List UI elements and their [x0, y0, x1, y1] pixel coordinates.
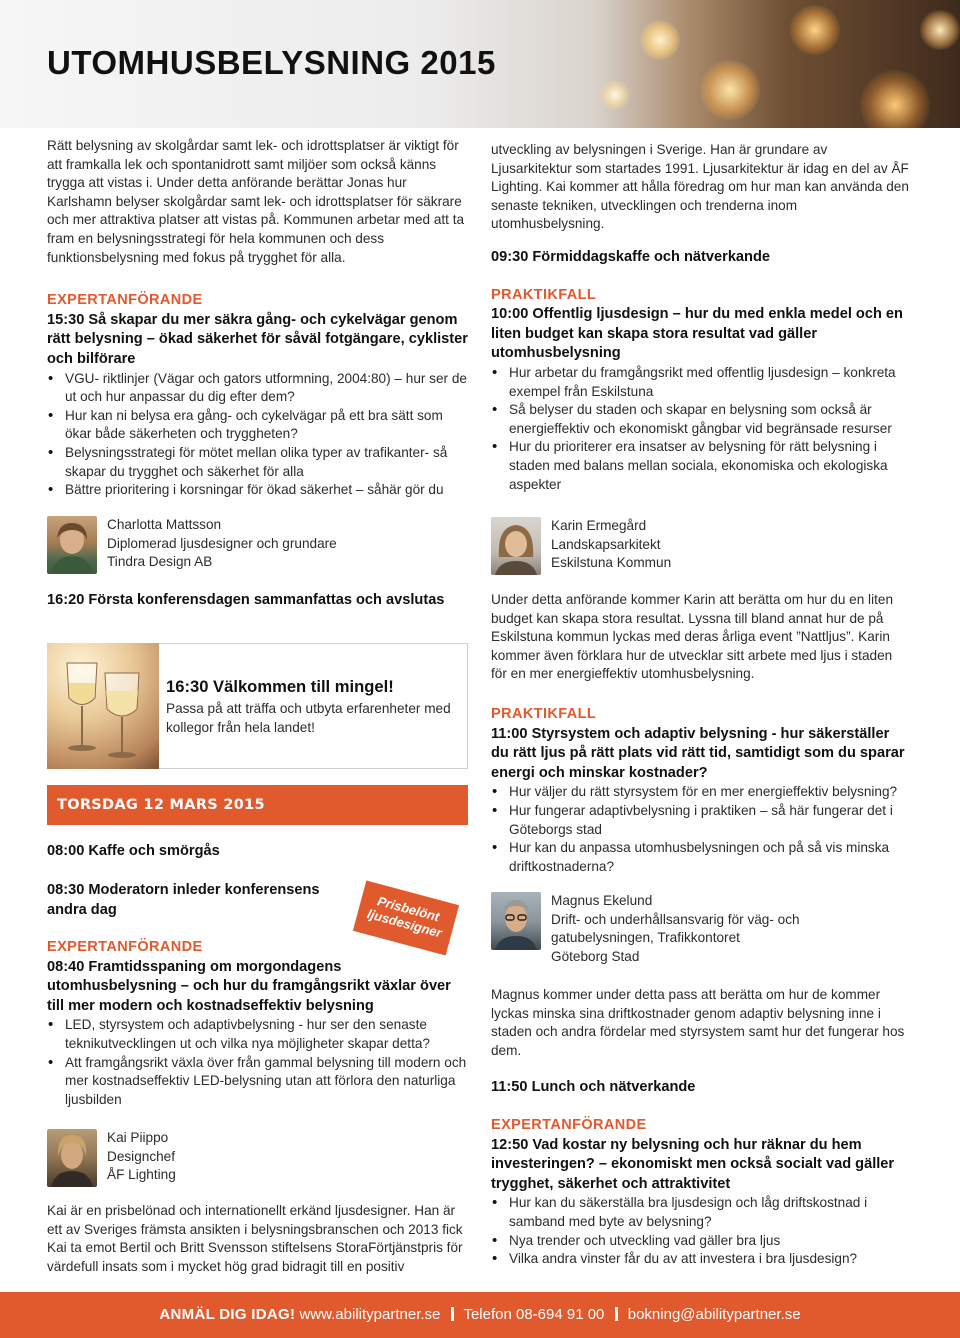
speaker-name: Kai Piippo: [107, 1130, 169, 1145]
list-item: • Hur fungerar adaptivbelysning i praktiken – så här fungerar det i Göteborgs stad: [491, 802, 911, 839]
award-stamp: Prisbelönt ljusdesigner: [353, 880, 459, 955]
speaker-card: [491, 517, 911, 577]
session-label: EXPERTANFÖRANDE: [47, 939, 203, 955]
speaker-info: [107, 1129, 176, 1185]
bokeh-light: [790, 5, 840, 55]
kai-bio: Kai är en prisbelönad och internationellt erkänd ljusdesigner. Han är ett av Sveriges främsta ansikten i belysningsbranschen och 2013 fick Kai ta emot Bertil och Britt Svensson stiftelsens StoraFörtjänstpris för värdefull insats som i mycket hög grad bidragit till en positiv: [47, 1203, 463, 1274]
speaker-role: Diplomerad ljusdesigner och grundare: [107, 535, 337, 551]
divider: [615, 1307, 618, 1321]
list-item: • Att framgångsrikt växla över från gammal belysning till modern och mer kostnadseffektiv LED-belysning utan att förlora den naturliga ljusbilden: [47, 1054, 471, 1110]
day-banner: TORSDAG 12 MARS 2015: [47, 785, 468, 825]
bokeh-light: [860, 70, 930, 128]
list-item: • Belysningsstrategi för mötet mellan olika typer av trafikanter- så skapar du trygghet och säkerhet för alla: [47, 444, 471, 481]
kai-bio-continued: utveckling av belysningen i Sverige. Han är grundare av Ljusarkitektur som startades 1991. Ljusarkitektur är idag en del av ÅF Lighting. Kai kommer att hålla föredrag om hur man kan använda den senaste tekniken, utvecklingen och trenderna inom utomhusbelysning.: [491, 142, 909, 232]
speaker-info: [551, 892, 851, 966]
list-item: • LED, styrsystem och adaptivbelysning - hur ser den senaste teknikutvecklingen ut och vilka nya möjligheter skapar detta?: [47, 1016, 471, 1053]
speaker-card: [47, 516, 467, 576]
moderator-heading: 08:30 Moderatorn inleder konferensens andra dag: [47, 882, 320, 918]
bullet-list: [491, 1194, 911, 1268]
bullet-list: [47, 1016, 471, 1109]
person-icon: [491, 892, 541, 950]
speaker-org: Göteborg Stad: [551, 948, 640, 964]
left-column-top: [47, 137, 471, 500]
list-item: • Så belyser du staden och skapar en belysning som också är energieffektiv och ekonomiskt gångbar vid begränsade resurser: [491, 401, 911, 438]
list-item: • Hur kan du säkerställa bra ljusdesign och låg driftskostnad i samband med byte av belysning?: [491, 1194, 911, 1231]
mingle-box: [47, 643, 468, 769]
session-title: 12:50 Vad kostar ny belysning och hur räknar du hem investeringen? – ekonomiskt men också socialt vad gäller trygghet, säkerhet och attraktivitet: [491, 1136, 895, 1192]
speaker-photo: [47, 1129, 97, 1187]
session-title: 10:00 Offentlig ljusdesign – hur du med enkla medel och en liten budget kan skapa stora resultat vad gäller utomhusbelysning: [491, 306, 903, 362]
bokeh-light: [600, 80, 630, 110]
person-icon: [47, 1129, 97, 1187]
register-cta: ANMÄL DIG IDAG!: [159, 1306, 296, 1323]
list-item: • Hur arbetar du framgångsrikt med offentlig ljusdesign – konkreta exempel från Eskilstuna: [491, 364, 911, 401]
speaker-name: Charlotta Mattsson: [107, 517, 222, 532]
bokeh-light: [640, 20, 680, 60]
mingle-text: [166, 676, 456, 737]
session-label: EXPERTANFÖRANDE: [491, 1116, 647, 1133]
coffee-heading: 08:00 Kaffe och smörgås: [47, 843, 220, 859]
speaker-org: ÅF Lighting: [107, 1167, 176, 1183]
speaker-photo: [491, 517, 541, 575]
session-title: 08:40 Framtidsspaning om morgondagens utomhusbelysning – och hur du framgångsrikt växlar över till mer modern och kostnadseffektiv belysning: [47, 958, 451, 1014]
session-title: 11:00 Styrsystem och adaptiv belysning - hur säkerställer du rätt ljus på rätt plats vid rätt tid, samtidigt som du sparar energi och minskar kostnader?: [491, 725, 905, 781]
email-link[interactable]: bokning@abilitypartner.se: [627, 1306, 801, 1323]
speaker-role: Designchef: [107, 1148, 176, 1164]
speaker-card: [491, 892, 911, 964]
intro-paragraph: Rätt belysning av skolgårdar samt lek- och idrottsplatser är viktigt för att framkalla lek och spontanidrott samt miljöer som också känns trygga att vistas i. Under detta anförande berättar Jonas hur Karlshamn belyser skolgårdar samt lek- och idrottsplatser för säkrare och mer attraktiva platser att vistas på. Kommunen arbetar med att ta fram en belysningsstrategi för hela kommunen och dess funktionsbelysning med fokus på trygghet för alla.: [47, 138, 465, 265]
mingle-title: 16:30 Välkommen till mingel!: [166, 677, 394, 696]
summary-heading: 16:20 Första konferensdagen sammanfattas och avslutas: [47, 592, 445, 608]
list-item: • Hur kan ni belysa era gång- och cykelvägar på ett bra sätt som ökar både säkerheten och tryggheten?: [47, 407, 471, 444]
page-title: UTOMHUSBELYSNING 2015: [47, 44, 496, 81]
speaker-role: Landskapsarkitekt: [551, 536, 661, 552]
bokeh-light: [700, 60, 760, 120]
speaker-org: Tindra Design AB: [107, 554, 213, 570]
list-item: • Hur väljer du rätt styrsystem för en mer energieffektiv belysning?: [491, 783, 911, 802]
left-session-2: [47, 938, 471, 1109]
bokeh-light: [920, 10, 960, 50]
karin-bio: Under detta anförande kommer Karin att berätta om hur du en liten budget kan skapa stora resultat. Lyssna till bland annat hur de på Eskilstuna kommun lyckas med deras årliga event ”Nattljus”. Karin kommer även förklara hur de utvecklar sitt arbete med ljus i staden för en mer energieffektiv utomhusbelysning.: [491, 592, 893, 682]
list-item: • Nya trender och utveckling vad gäller bra ljus: [491, 1232, 911, 1251]
wine-glass-icon: [47, 643, 159, 769]
phone-number: Telefon 08-694 91 00: [463, 1306, 605, 1323]
bullet-list: [47, 370, 471, 500]
right-column-top: [491, 141, 911, 494]
magnus-bio: Magnus kommer under detta pass att berätta om hur de kommer lyckas minska sina driftkostnader genom adaptiv belysning inne i staden och andra fördelar med styrsystem samt hur det fungerar hos dem.: [491, 987, 905, 1058]
session-label: PRAKTIKFALL: [491, 705, 597, 722]
person-icon: [491, 517, 541, 575]
list-item: • Hur kan du anpassa utomhusbelysningen och på så vis minska driftkostnaderna?: [491, 839, 911, 876]
wine-glasses-image: [47, 643, 159, 769]
list-item: • Vilka andra vinster får du av att investera i bra ljusdesign?: [491, 1250, 911, 1269]
speaker-info: [551, 517, 671, 573]
list-item: • VGU- riktlinjer (Vägar och gators utformning, 2004:80) – hur ser de ut och hur anpassar du dig efter dem?: [47, 370, 471, 407]
bullet-list: [491, 364, 911, 494]
speaker-photo: [491, 892, 541, 950]
speaker-info: [107, 516, 337, 572]
right-column-mid: [491, 591, 911, 876]
speaker-org: Eskilstuna Kommun: [551, 555, 672, 571]
session-title: 15:30 Så skapar du mer säkra gång- och cykelvägar genom rätt belysning – ökad säkerhet för såväl fotgängare, cyklister och bilförare: [47, 311, 468, 367]
bullet-list: [491, 783, 911, 876]
divider: [451, 1307, 454, 1321]
session-label: PRAKTIKFALL: [491, 286, 597, 303]
right-column-bottom: [491, 986, 911, 1269]
speaker-name: Magnus Ekelund: [551, 893, 653, 908]
lunch-heading: 11:50 Lunch och nätverkande: [491, 1079, 696, 1096]
mingle-description: Passa på att träffa och utbyta erfarenheter med kollegor från hela landet!: [166, 701, 451, 735]
list-item: • Bättre prioritering i korsningar för ökad säkerhet – såhär gör du: [47, 481, 471, 500]
website-link[interactable]: www.abilitypartner.se: [299, 1306, 441, 1323]
coffee-heading: 09:30 Förmiddagskaffe och nätverkande: [491, 248, 770, 265]
header-banner: [0, 0, 960, 128]
speaker-role: Drift- och underhållsansvarig för väg- och gatubelysningen, Trafikkontoret: [551, 911, 800, 946]
list-item: • Hur du prioriterer era insatser av belysning för rätt belysning i staden med balans mellan sociala, ekonomiska och ekologiska aspekter: [491, 438, 911, 494]
speaker-name: Karin Ermegård: [551, 518, 647, 533]
person-icon: [47, 516, 97, 574]
speaker-photo: [47, 516, 97, 574]
session-label: EXPERTANFÖRANDE: [47, 292, 203, 309]
speaker-card: [47, 1129, 467, 1189]
footer-bar: [0, 1292, 960, 1338]
